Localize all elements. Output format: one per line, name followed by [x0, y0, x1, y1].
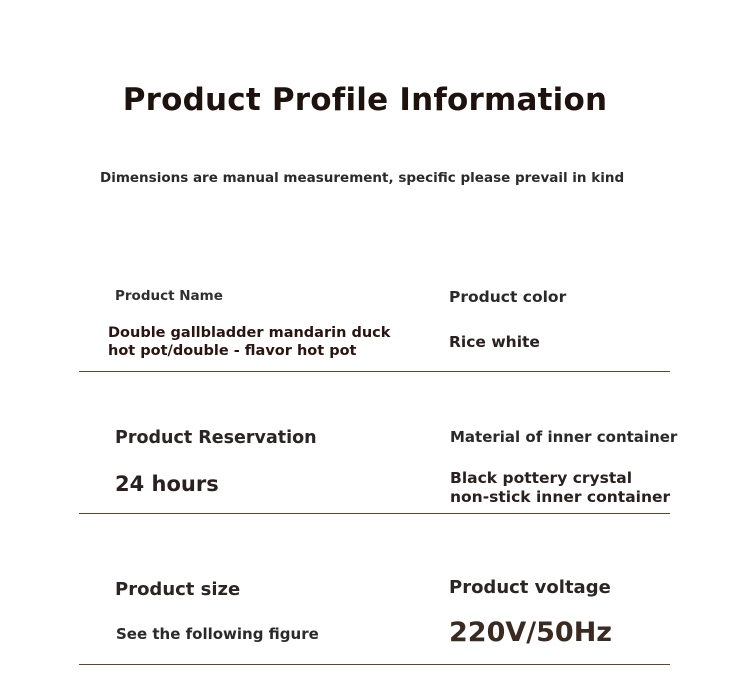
product-color-value: Rice white	[449, 333, 540, 351]
page-title: Product Profile Information	[122, 82, 608, 118]
product-reservation-label: Product Reservation	[115, 428, 317, 448]
inner-container-material-label: Material of inner container	[450, 428, 678, 446]
product-name-label: Product Name	[115, 288, 223, 304]
inner-container-material-value: Black pottery crystal non-stick inner container	[450, 469, 671, 506]
row-divider	[79, 513, 670, 514]
product-size-label: Product size	[115, 579, 241, 600]
product-size-value: See the following figure	[116, 625, 319, 643]
product-name-value: Double gallbladder mandarin duck hot pot/double - flavor hot pot	[108, 325, 391, 360]
row-divider	[79, 371, 670, 372]
row-divider	[79, 664, 670, 665]
measurement-note: Dimensions are manual measurement, specific please prevail in kind	[100, 170, 625, 186]
product-voltage-value: 220V/50Hz	[449, 617, 613, 648]
product-reservation-value: 24 hours	[115, 472, 219, 496]
product-voltage-label: Product voltage	[449, 577, 611, 598]
product-color-label: Product color	[449, 288, 567, 306]
